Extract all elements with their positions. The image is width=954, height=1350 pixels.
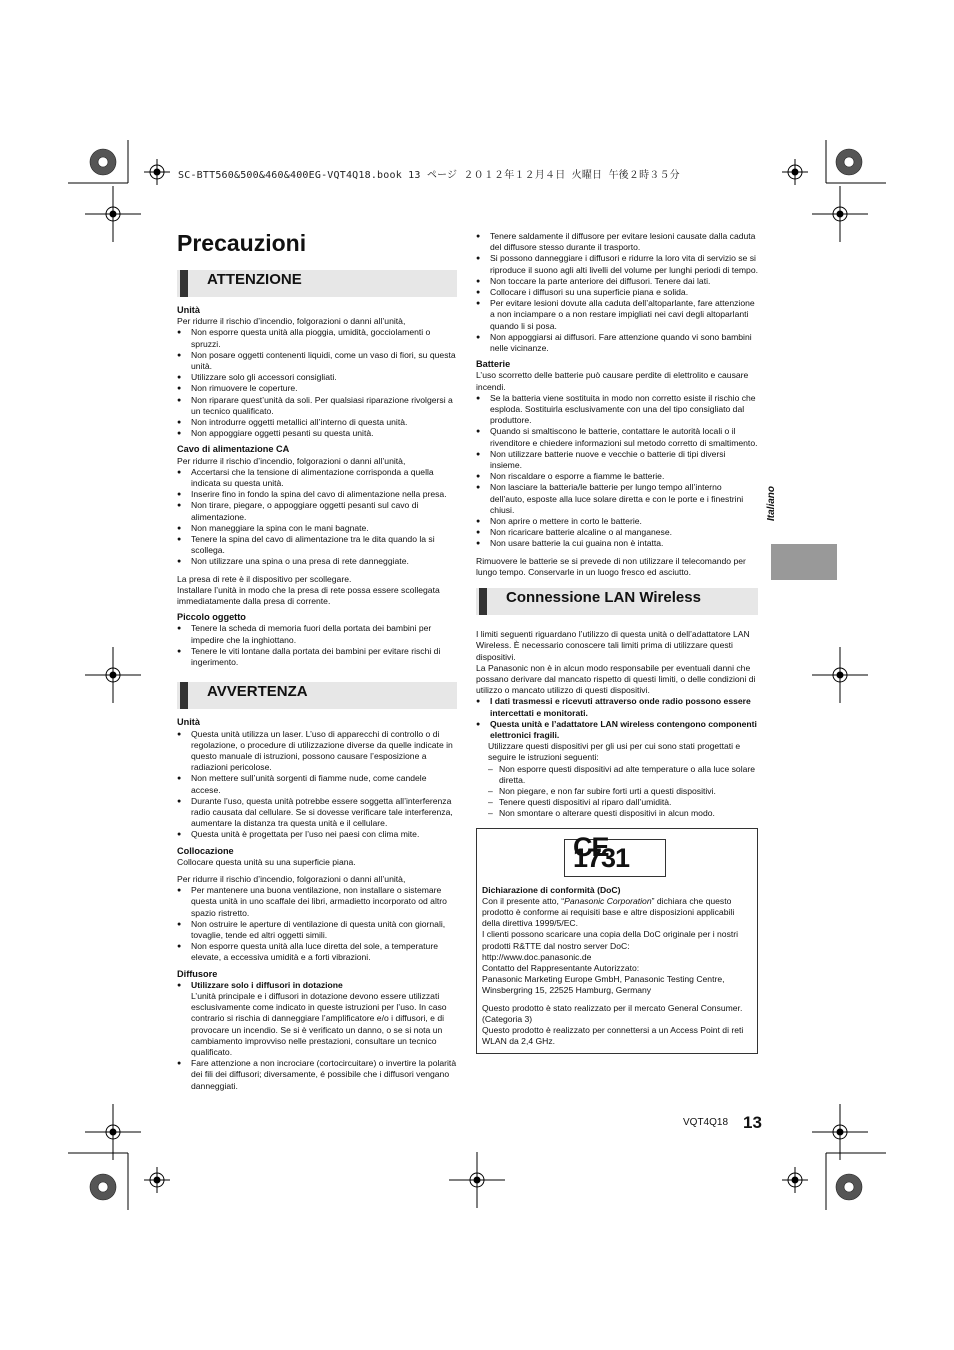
paragraph: La presa di rete è il dispositivo per scollegare.	[177, 573, 352, 584]
list-item: ● Non tirare, piegare, o appoggiare oggetti pesanti sul cavo di alimentazione.	[177, 500, 457, 522]
paragraph: Per ridurre il rischio d’incendio, folgorazioni o danni all’unità,	[177, 316, 406, 327]
section-heading-lan: Connessione LAN Wireless	[476, 588, 758, 615]
list-item: ● Non riscaldare o esporre a fiamme le batterie.	[476, 471, 758, 482]
subheading: Piccolo oggetto	[177, 612, 246, 623]
bullet-list	[476, 696, 758, 741]
ce-mark-text: CE 1731	[573, 831, 630, 873]
ce-mark-logo	[564, 831, 666, 877]
list-item: – Non piegare, e non far subire forti urti a questi dispositivi.	[476, 786, 758, 797]
list-item: – Non esporre questi dispositivi ad alte temperature o alla luce solare diretta.	[476, 764, 758, 786]
list-item: ● Non esporre questa unità alla pioggia, umidità, gocciolamenti o spruzzi.	[177, 327, 457, 349]
list-item: ● Non utilizzare una spina o una presa di rete danneggiate.	[177, 556, 457, 567]
paragraph: Contatto del Rappresentante Autorizzato:	[482, 962, 640, 973]
paragraph: Per ridurre il rischio d’incendio, folgorazioni o danni all’unità,	[177, 455, 406, 466]
declaration-box	[476, 828, 758, 1055]
text: ” dichiara che questo prodotto è conforme ai requisiti base e altre disposizioni applicabili della direttiva 1999/5/EC.	[482, 895, 735, 929]
list-item: ● Non posare oggetti contenenti liquidi, come un vaso di fiori, su questa unità.	[177, 350, 457, 372]
list-item: ● Utilizzare solo gli accessori consigliati.	[177, 372, 457, 383]
subheading: Collocazione	[177, 845, 234, 856]
subheading: Unità	[177, 717, 200, 728]
subheading: Cavo di alimentazione CA	[177, 444, 290, 455]
paragraph: Collocare questa unità su una superficie piana.	[177, 856, 356, 867]
list-item: ● Si possono danneggiare i diffusori e ridurre la loro vita di servizio se si riproduce il suono agli alti livelli del volume per lunghi periodi di tempo.	[476, 253, 758, 275]
print-header-line: SC-BTT560&500&460&400EG-VQT4Q18.book 13 ページ ２０１２年１２月４日 火曜日 午後２時３５分	[178, 170, 680, 181]
list-item: – Non smontare o alterare questi dispositivi in alcun modo.	[476, 808, 758, 819]
subheading: Unità	[177, 305, 200, 315]
bullet-list	[476, 231, 758, 354]
list-item: ● Non usare batterie la cui guaina non è intatta.	[476, 538, 758, 549]
section-heading-attenzione: ATTENZIONE	[177, 270, 457, 297]
list-item: ● Non ricaricare batterie alcaline o al manganese.	[476, 527, 758, 538]
list-item: ● Tenere le viti lontane dalla portata dei bambini per evitare rischi di ingerimento.	[177, 646, 457, 668]
list-item: ● Quando si smaltiscono le batterie, contattare le autorità locali o il rivenditore e chiedere informazioni sul metodo corretto di smaltimento.	[476, 426, 758, 448]
list-item: ● Questa unità e l’adattatore LAN wireless contengono componenti elettronici fragili.	[476, 719, 758, 741]
paragraph	[482, 896, 753, 930]
list-item: ● Durante l’uso, questa unità potrebbe essere soggetta all’interferenza radio causata dal cellulare. Se si dovesse verificare tale interferenza, aumentare la distanza tra questa unità e il cellulare.	[177, 796, 457, 830]
paragraph: Questo prodotto è stato realizzato per il mercato General Consumer. (Categoria 3)	[482, 1002, 743, 1024]
paragraph: Installare l’unità in modo che la presa di rete possa essere scollegata immediatamente dalla presa di corrente.	[177, 584, 440, 607]
bullet-list	[177, 623, 457, 668]
list-item: ● Non toccare la parte anteriore dei diffusori. Tenere dai lati.	[476, 276, 758, 287]
bullet-list	[177, 467, 457, 568]
list-item: ● Tenere saldamente il diffusore per evitare lesioni causate dalla caduta del diffusore stesso durante il trasporto.	[476, 231, 758, 253]
bullet-list	[177, 327, 457, 439]
left-column	[177, 270, 457, 1092]
language-tab-label: Italiano	[766, 485, 778, 522]
section-heading-avvertenza: AVVERTENZA	[177, 682, 457, 709]
dash-list	[476, 764, 758, 820]
paragraph: La Panasonic non è in alcun modo responsabile per eventuali danni che possano derivare dal mancato rispetto di questi limiti, o delle condizioni di utilizzo o mancato utilizzo di questi dispositivi.	[476, 662, 756, 696]
doc-url: http://www.doc.panasonic.de	[482, 951, 592, 962]
list-item: ● Non appoggiarsi ai diffusori. Fare attenzione quando vi sono bambini nelle vicinanze.	[476, 332, 758, 354]
list-item: ● Per evitare lesioni dovute alla caduta dell’altoparlante, fare attenzione a non inciampare o a non restare impigliati nei cavi degli altoparlanti quando li si posa.	[476, 298, 758, 332]
list-item: – Tenere questi dispositivi al riparo dall’umidità.	[476, 797, 758, 808]
right-column	[476, 231, 758, 1054]
paragraph: L’uso scorretto delle batterie può causare perdite di elettrolito e causare incendi.	[476, 370, 749, 392]
language-tab	[771, 544, 837, 580]
list-item: ● Inserire fino in fondo la spina del cavo di alimentazione nella presa.	[177, 489, 457, 500]
list-item: ● Non maneggiare la spina con le mani bagnate.	[177, 523, 457, 534]
list-item: ● Tenere la scheda di memoria fuori della portata dei bambini per impedire che la inghiottano.	[177, 623, 457, 645]
bullet-list	[177, 729, 457, 841]
list-item: ● I dati trasmessi e ricevuti attraverso onde radio possono essere intercettati e monitorati.	[476, 696, 758, 718]
text: Con il presente atto, “	[482, 895, 565, 906]
list-item: ● Per mantenere una buona ventilazione, non installare o sistemare questa unità in uno scaffale dei libri, armadietto incorporato od altro spazio ristretto.	[177, 885, 457, 919]
paragraph: I limiti seguenti riguardano l’utilizzo di questa unità o dell’adattatore LAN Wireless. È necessario conoscere tali limiti prima di utilizzare questi dispositivi.	[476, 629, 750, 662]
company-name: Panasonic Corporation	[564, 895, 652, 906]
page-number: 13	[743, 1113, 762, 1132]
list-item-bold: Utilizzare solo i diffusori in dotazione	[191, 979, 343, 990]
list-item: ● Non ostruire le aperture di ventilazione di questa unità con giornali, tovaglie, tende ed altri oggetti simili.	[177, 919, 457, 941]
page-title: Precauzioni	[177, 230, 307, 256]
paragraph: Per ridurre il rischio d’incendio, folgorazioni o danni all’unità,	[177, 873, 406, 884]
bullet-list	[177, 980, 457, 1092]
list-item: ● Non utilizzare batterie nuove e vecchie o batterie di tipi diversi insieme.	[476, 449, 758, 471]
list-item: ● Non appoggiare oggetti pesanti su questa unità.	[177, 428, 457, 439]
paragraph: I clienti possono scaricare una copia della DoC originale per i nostri prodotti R&TTE dal nostro server DoC:	[482, 929, 739, 951]
subheading: Batterie	[476, 359, 511, 370]
list-item: ● Fare attenzione a non incrociare (cortocircuitare) o invertire la polarità dei fili dei diffusori; diversamente, é possibile che i diffusori vengano danneggiati.	[177, 1058, 457, 1092]
list-item: ● Non mettere sull’unità sorgenti di fiamme nude, come candele accese.	[177, 773, 457, 795]
list-item: ● Non esporre questa unità alla luce diretta del sole, a temperature elevate, a eccessiva umidità e a forti vibrazioni.	[177, 941, 457, 963]
list-item: ● Accertarsi che la tensione di alimentazione corrisponda a quella indicata su questa unità.	[177, 467, 457, 489]
list-item: ● Questa unità è progettata per l’uso nei paesi con clima mite.	[177, 829, 457, 840]
bullet-list	[177, 885, 457, 963]
bullet-list	[476, 393, 758, 550]
list-item: ● Non aprire o mettere in corto le batterie.	[476, 516, 758, 527]
list-item: ● Se la batteria viene sostituita in modo non corretto esiste il rischio che esploda. Sostituirla esclusivamente con una del tipo consigliato dal produttore.	[476, 393, 758, 427]
list-item: ● Collocare i diffusori su una superficie piana e solida.	[476, 287, 758, 298]
subheading: Diffusore	[177, 968, 218, 979]
paragraph: Rimuovere le batterie se si prevede di non utilizzare il telecomando per lungo tempo. Conservarle in un luogo fresco ed asciutto.	[476, 555, 746, 577]
list-item: ● Non introdurre oggetti metallici all’interno di questa unità.	[177, 417, 457, 428]
paragraph: Questo prodotto è realizzato per connettersi a un Access Point di reti WLAN da 2,4 GHz.	[482, 1024, 744, 1047]
paragraph: Utilizzare questi dispositivi per gli usi per cui sono stati progettati e seguire le istruzioni seguenti:	[488, 741, 741, 763]
list-item	[177, 980, 457, 1058]
list-item: ● Questa unità utilizza un laser. L’uso di apparecchi di controllo o di regolazione, o procedure di utilizzazione diverse da quelle indicate in questo manuale di istruzioni, possono causare l’esposizione a radiazioni pericolose.	[177, 729, 457, 774]
list-item: ● Non rimuovere le coperture.	[177, 383, 457, 394]
list-item: ● Tenere la spina del cavo di alimentazione tra le dita quando la si scollega.	[177, 534, 457, 556]
document-code: VQT4Q18	[683, 1117, 729, 1128]
list-item-text: L’unità principale e i diffusori in dotazione devono essere utilizzati esclusivamente come indicato in queste istruzioni per l’uso. In caso contrario si rischia di danneggiare l’amplificatore e/o i diffusori, e di provocare un incendio. Se si è verificato un danno, o se si nota un cambiamento improvviso nelle prestazioni, consultare un tecnico qualificato.	[191, 990, 447, 1057]
paragraph: Panasonic Marketing Europe GmbH, Panasonic Testing Centre, Winsbergring 15, 22525 Hamburg, Germany	[482, 974, 725, 996]
list-item: ● Non riparare quest’unità da soli. Per qualsiasi riparazione rivolgersi a un tecnico qualificato.	[177, 395, 457, 417]
list-item: ● Non lasciare la batteria/le batterie per lungo tempo all’interno dell’auto, esposte alla luce solare diretta e con le porte e i finestrini chiusi.	[476, 482, 758, 516]
doc-title: Dichiarazione di conformità (DoC)	[482, 884, 621, 895]
